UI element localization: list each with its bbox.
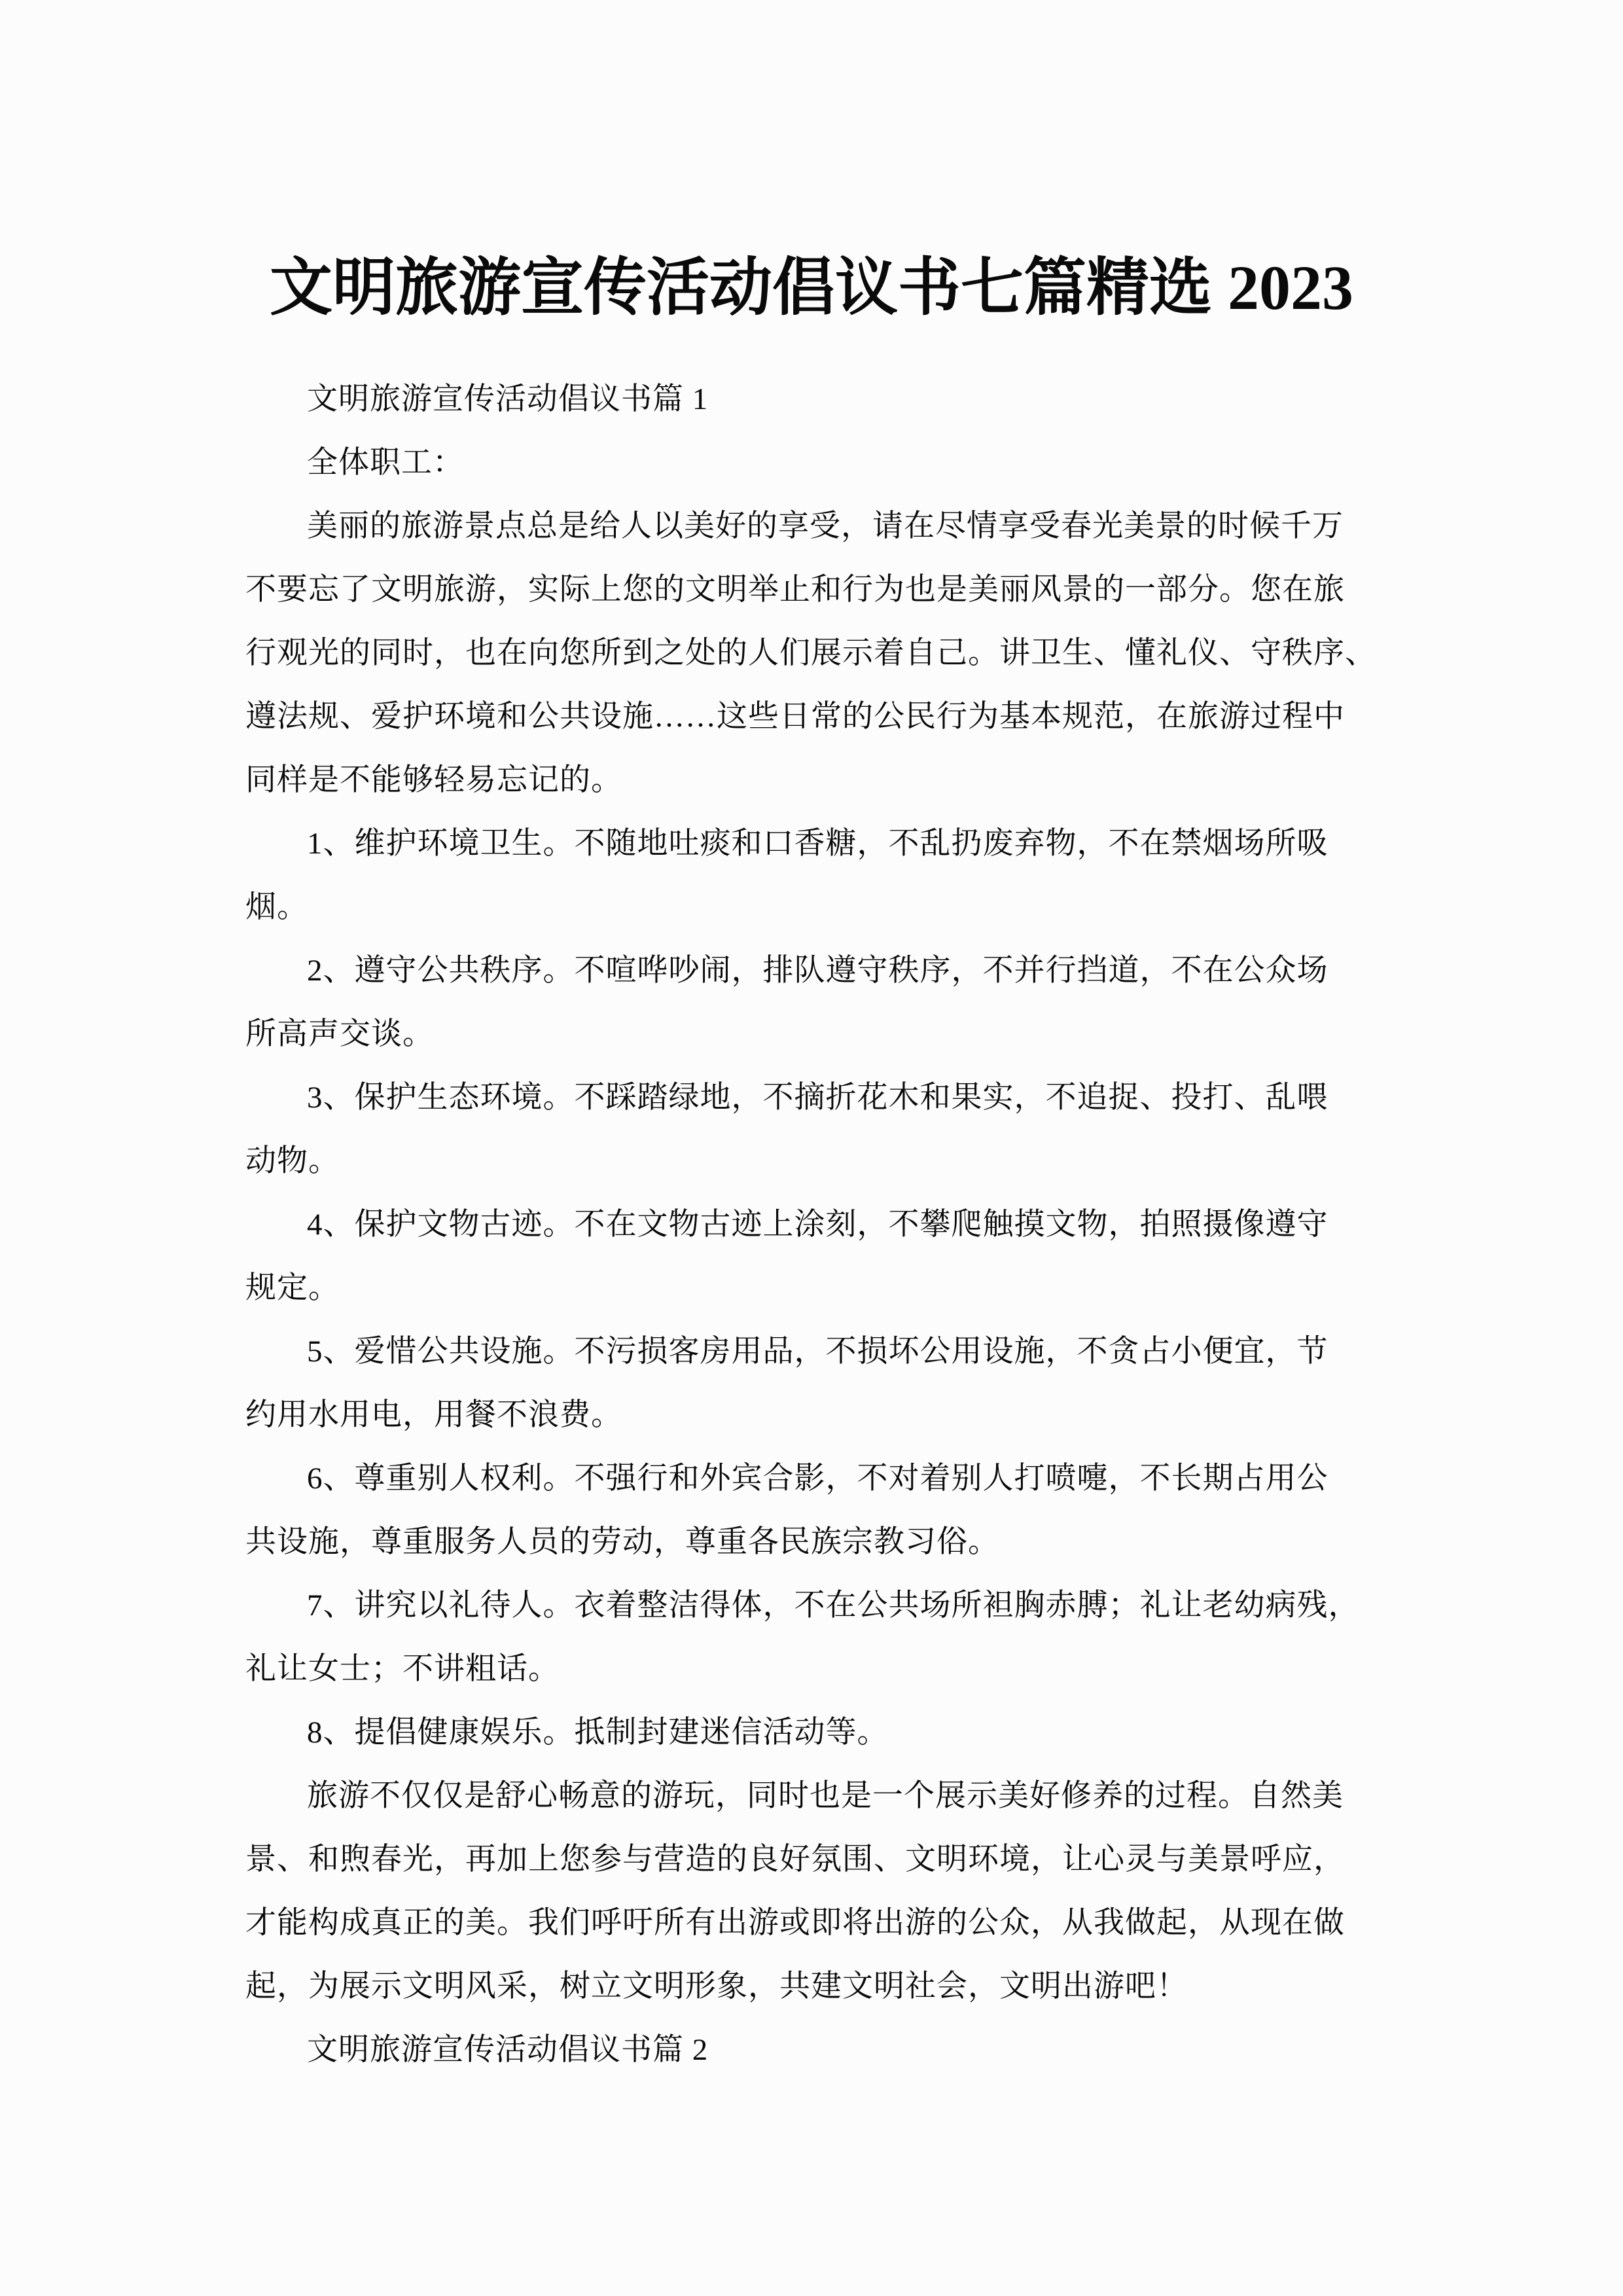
list-item-4-line: 4、保护文物古迹。不在文物古迹上涂刻，不攀爬触摸文物，拍照摄像遵守 — [307, 1208, 1329, 1242]
text-line: 所高声交谈。 — [245, 1017, 434, 1051]
text-line: 不要忘了文明旅游，实际上您的文明举止和行为也是美丽风景的一部分。您在旅 — [245, 573, 1345, 607]
text-line: 规定。 — [245, 1271, 340, 1305]
text-line: 景、和煦春光，再加上您参与营造的良好氛围、文明环境，让心灵与美景呼应， — [245, 1842, 1345, 1876]
list-item-6-line: 6、尊重别人权利。不强行和外宾合影，不对着别人打喷嚏，不长期占用公 — [307, 1462, 1329, 1496]
section-heading-1: 文明旅游宣传活动倡议书篇 1 — [307, 382, 709, 416]
list-item-5-line: 5、爱惜公共设施。不污损客房用品，不损坏公用设施，不贪占小便宜，节 — [307, 1335, 1329, 1369]
text-line: 行观光的同时，也在向您所到之处的人们展示着自己。讲卫生、懂礼仪、守秩序、 — [245, 636, 1376, 670]
text-line: 同样是不能够轻易忘记的。 — [245, 763, 622, 797]
section-heading-2: 文明旅游宣传活动倡议书篇 2 — [307, 2033, 709, 2067]
list-item-7-line: 7、讲究以礼待人。衣着整洁得体，不在公共场所袒胸赤膊；礼让老幼病残， — [307, 1588, 1360, 1623]
document-title: 文明旅游宣传活动倡议书七篇精选 2023 — [270, 253, 1353, 323]
text-line: 动物。 — [245, 1144, 340, 1178]
list-item-2-line: 2、遵守公共秩序。不喧哗吵闹，排队遵守秩序，不并行挡道，不在公众场 — [307, 954, 1329, 988]
text-line: 美丽的旅游景点总是给人以美好的享受，请在尽情享受春光美景的时候千万 — [307, 509, 1344, 543]
text-line: 遵法规、爱护环境和公共设施……这些日常的公民行为基本规范，在旅游过程中 — [245, 700, 1345, 734]
text-line: 礼让女士；不讲粗话。 — [245, 1652, 560, 1686]
text-line: 共设施，尊重服务人员的劳动，尊重各民族宗教习俗。 — [245, 1525, 999, 1559]
text-line: 约用水用电，用餐不浪费。 — [245, 1398, 622, 1432]
text-line: 起，为展示文明风采，树立文明形象，共建文明社会，文明出游吧！ — [245, 1969, 1188, 2003]
text-line: 才能构成真正的美。我们呼吁所有出游或即将出游的公众，从我做起，从现在做 — [245, 1906, 1345, 1940]
salutation-line: 全体职工： — [307, 446, 464, 480]
list-item-8-line: 8、提倡健康娱乐。抵制封建迷信活动等。 — [307, 1715, 889, 1749]
text-line: 烟。 — [245, 890, 308, 924]
list-item-3-line: 3、保护生态环境。不踩踏绿地，不摘折花木和果实，不追捉、投打、乱喂 — [307, 1081, 1329, 1115]
text-line: 旅游不仅仅是舒心畅意的游玩，同时也是一个展示美好修养的过程。自然美 — [307, 1779, 1344, 1813]
document-body — [245, 368, 1378, 2082]
list-item-1-line: 1、维护环境卫生。不随地吐痰和口香糖，不乱扔废弃物，不在禁烟场所吸 — [307, 827, 1329, 861]
